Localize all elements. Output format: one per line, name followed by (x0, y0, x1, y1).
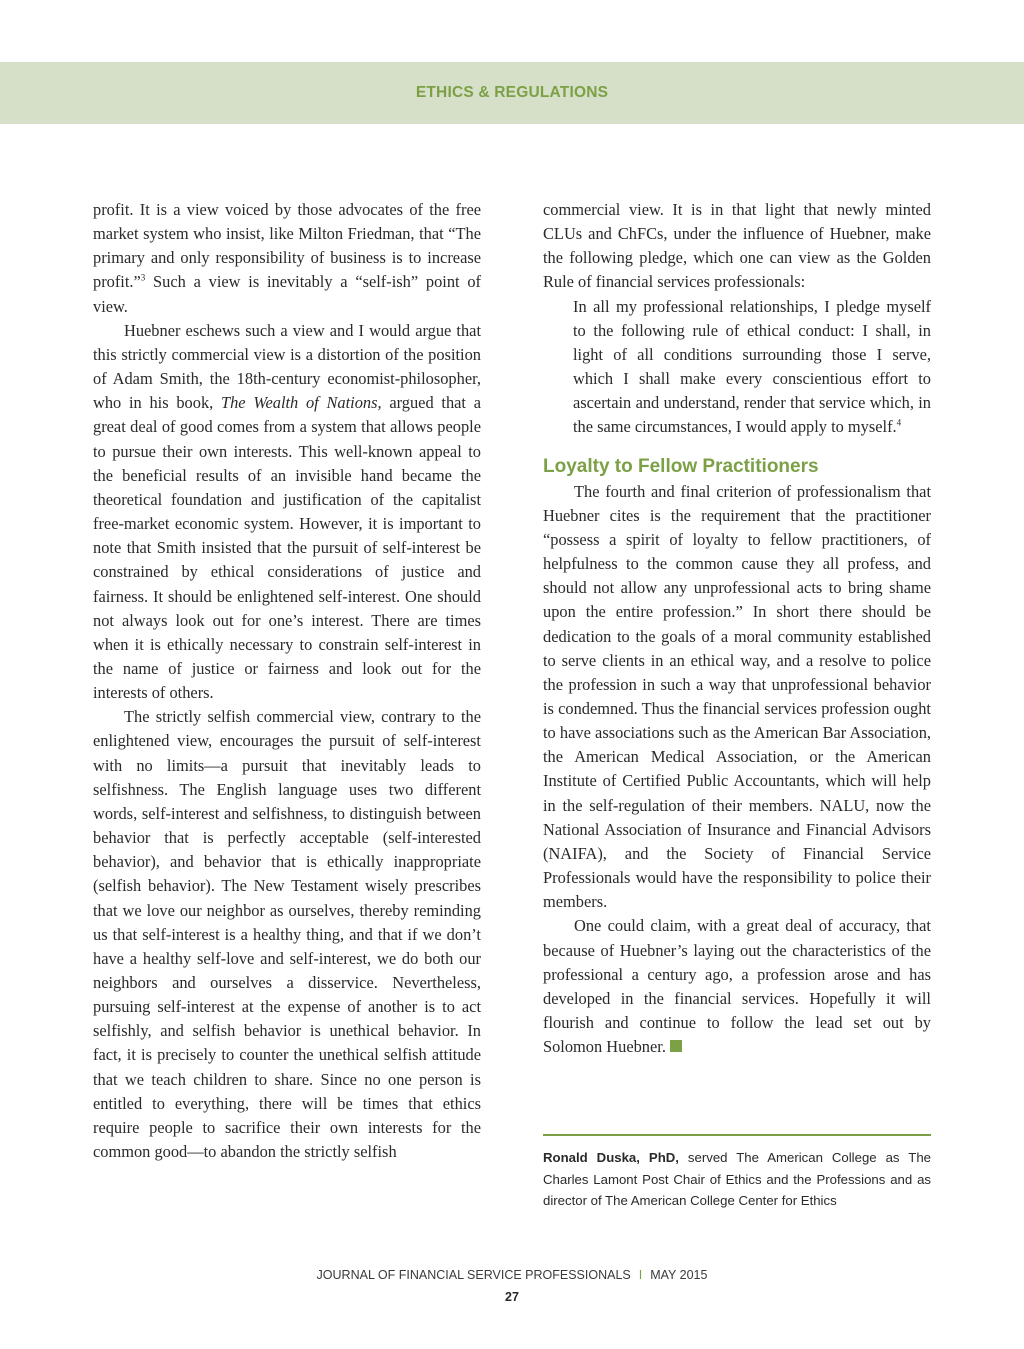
right-column (543, 198, 931, 1059)
author-bio (543, 1147, 931, 1212)
page-number: 27 (505, 1290, 519, 1304)
paragraph-text: One could claim, with a great deal of accuracy, that because of Huebner’s laying out the characteristics of the professional a century ago, a profession arose and has developed in the financial services. Hopefully it will flourish and continue to follow the lead set out by Solomon Huebner. (543, 916, 931, 1057)
page-footer (0, 1268, 1024, 1282)
paragraph-text: argued that a great deal of good comes from a system that allows people to pursue their own interests. This well-known appeal to the beneficial results of an invisible hand became the theoretical foundation and justification of the capitalist free-market economic system. However, it is important to note that Smith insisted that the pursuit of self-interest be constrained by ethical considerations of justice and fairness. It should be enlightened self-interest. One should not always look out for one’s interest. There are times when it is ethically necessary to constrain self-interest in the name of justice or fairness and look out for the interests of others. (93, 393, 481, 703)
footnote-ref: 3 (140, 273, 146, 283)
section-title: ETHICS & REGULATIONS (415, 84, 609, 101)
paragraph: The strictly selfish commercial view, contrary to the enlightened view, encourages the pursuit of self-interest with no limits—a pursuit that inevitably leads to selfishness. The English language uses two different words, self-interest and selfishness, to distinguish between behavior that is perfectly acceptable (self-interested behavior), and behavior that is ethically inappropriate (selfish behavior). The New Testament wisely prescribes that we love our neighbor as ourselves, thereby reminding us that self-interest is a healthy thing, and that if we don’t have a healthy self-love and self-interest, we do both our neighbors and ourselves a disservice. Nevertheless, pursuing self-interest at the expense of another is to act selfishly, and selfish behavior is unethical behavior. In fact, it is precisely to counter the unethical selfish attitude that we teach children to share. Since no one person is entitled to everything, there will be times that ethics require people to sacrifice their own interests for the common good—to abandon the strictly selfish (93, 707, 481, 1162)
author-name: Ronald Duska, PhD, (543, 1150, 679, 1165)
section-heading: Loyalty to Fellow Practitioners (543, 455, 819, 477)
footnote-ref: 4 (896, 417, 902, 428)
paragraph-text: Huebner eschews such a view and I would argue that this strictly commercial view is a distortion of the position of Adam Smith, the 18th-century economist-philosopher, who in his book, (93, 320, 481, 413)
paragraph-text: profit. It is a view voiced by those advocates of the free market system who insist, like Milton Friedman, that “The primary and only responsibility of business is to increase profit.” (93, 200, 481, 292)
paragraph (543, 914, 931, 1059)
book-title: The Wealth of Nations, (220, 393, 382, 413)
pledge-text: In all my professional relationships, I pledge myself to the following rule of ethical conduct: I shall, in light of all conditions surrounding those I serve, which I shall make every conscientious effort to ascertain and understand, render that service which, in the same circumstances, I would apply to myself. (573, 296, 931, 437)
left-column (93, 198, 481, 1164)
pledge-quote (573, 295, 931, 440)
issue-date: MAY 2015 (650, 1268, 708, 1282)
end-mark-icon (670, 1040, 682, 1052)
author-bio-text: served The American College as The Charles Lamont Post Chair of Ethics and the Professions and as director of The American College Center for Ethics (543, 1150, 931, 1208)
footer-separator: I (638, 1268, 643, 1282)
journal-name: JOURNAL OF FINANCIAL SERVICE PROFESSIONALS (316, 1268, 631, 1282)
paragraph-text: Such a view is inevitably a “self-ish” point of view. (93, 272, 481, 316)
paragraph: commercial view. It is in that light that newly minted CLUs and ChFCs, under the influence of Huebner, make the following pledge, which one can view as the Golden Rule of financial services professionals: (543, 200, 931, 292)
bio-divider (543, 1134, 931, 1136)
paragraph: The fourth and final criterion of professionalism that Huebner cites is the requirement that the practitioner “possess a spirit of loyalty to fellow practitioners, of helpfulness to the common cause they all profess, and should not allow any unprofessional acts to bring shame upon the entire profession.” In short there should be dedication to the goals of a moral community established to serve clients in an ethical way, and a resolve to police the profession in such a way that unprofessional behavior is condemned. Thus the financial services profession ought to have associations such as the American Bar Association, the American Medical Association, or the American Institute of Certified Public Accountants, which will help in the self-regulation of their members. NALU, now the National Association of Insurance and Financial Advisors (NAIFA), and the Society of Financial Service Professionals would have the responsibility to police their members. (543, 481, 931, 912)
paragraph (93, 319, 481, 706)
paragraph (93, 198, 481, 319)
